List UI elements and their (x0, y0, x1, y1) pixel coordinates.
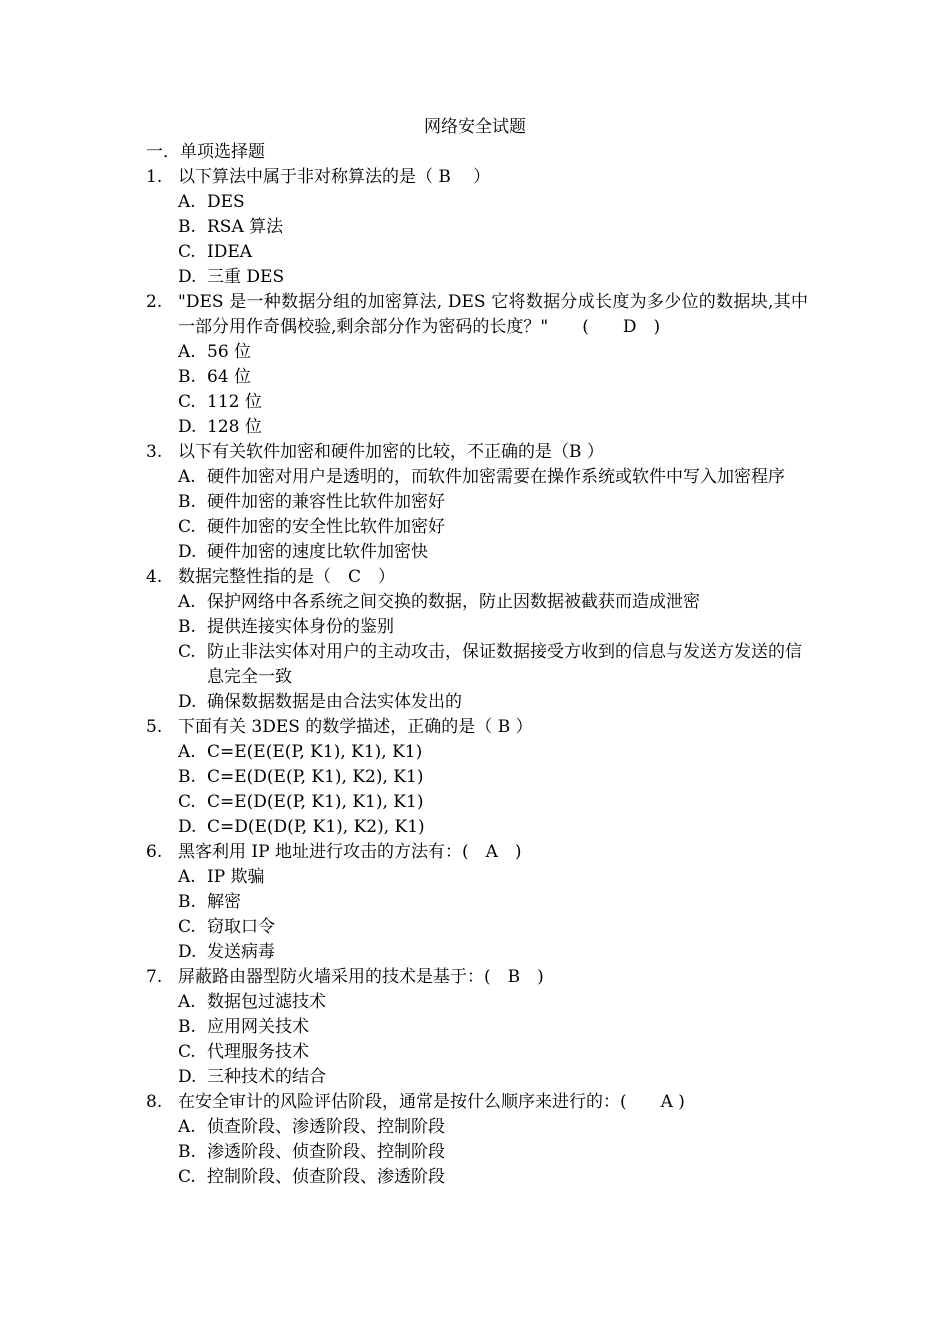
option-letter: C. (178, 517, 196, 537)
option-letter: C. (178, 1167, 196, 1187)
answer-option (0, 765, 950, 790)
option-letter: A. (178, 742, 196, 762)
option-text: 64 位 (207, 367, 252, 387)
question-text: 在安全审计的风险评估阶段，通常是按什么顺序来进行的：( A ) (178, 1092, 685, 1112)
answer-option (0, 890, 950, 915)
question-stem (0, 965, 950, 990)
option-text: 硬件加密的安全性比软件加密好 (207, 517, 445, 537)
answer-option (0, 615, 950, 640)
option-text: C=E(D(E(P, K1), K1), K1) (207, 792, 424, 812)
option-text: 128 位 (207, 417, 262, 437)
question-text: 下面有关 3DES 的数学描述，正确的是（ B ） (178, 717, 533, 737)
option-letter: D. (178, 267, 197, 287)
question-stem (0, 1090, 950, 1115)
option-text: C=E(E(E(P, K1), K1), K1) (207, 742, 423, 762)
option-text: C=D(E(D(P, K1), K2), K1) (207, 817, 425, 837)
question-text: 以下有关软件加密和硬件加密的比较，不正确的是（B ） (178, 442, 604, 462)
question-item (0, 565, 950, 715)
option-letter: A. (178, 342, 196, 362)
question-stem (0, 715, 950, 740)
option-letter: B. (178, 367, 196, 387)
answer-option (0, 915, 950, 940)
option-text: 发送病毒 (207, 942, 275, 962)
answer-option (0, 390, 950, 415)
answer-option (0, 790, 950, 815)
question-item (0, 1090, 950, 1190)
option-text: 代理服务技术 (207, 1042, 309, 1062)
answer-option (0, 1165, 950, 1190)
option-letter: A. (178, 467, 196, 487)
option-letter: C. (178, 242, 196, 262)
question-item (0, 165, 950, 290)
page-title: 网络安全试题 (424, 117, 526, 137)
question-list (0, 165, 950, 1190)
question-stem (0, 165, 950, 190)
answer-option (0, 990, 950, 1015)
option-letter: B. (178, 492, 196, 512)
option-letter: C. (178, 1042, 196, 1062)
option-letter: A. (178, 192, 196, 212)
option-letter: B. (178, 617, 196, 637)
question-text: 以下算法中属于非对称算法的是（ B ） (178, 167, 491, 187)
question-stem (0, 840, 950, 865)
question-item (0, 965, 950, 1090)
answer-option (0, 590, 950, 615)
option-letter: A. (178, 992, 196, 1012)
option-letter: D. (178, 417, 197, 437)
answer-option (0, 815, 950, 840)
option-text: 应用网关技术 (207, 1017, 309, 1037)
option-text: 硬件加密的兼容性比软件加密好 (207, 492, 445, 512)
option-letter: B. (178, 1142, 196, 1162)
option-letter: C. (178, 642, 196, 662)
option-letter: C. (178, 917, 196, 937)
option-letter: C. (178, 392, 196, 412)
answer-option (0, 340, 950, 365)
option-text: 112 位 (207, 392, 262, 412)
option-text: 56 位 (207, 342, 252, 362)
answer-option (0, 540, 950, 565)
option-letter: D. (178, 942, 197, 962)
option-text: 硬件加密对用户是透明的，而软件加密需要在操作系统或软件中写入加密程序 (207, 467, 785, 487)
answer-option (0, 940, 950, 965)
option-letter: C. (178, 792, 196, 812)
question-text: "DES 是一种数据分组的加密算法, DES 它将数据分成长度为多少位的数据块,其中一部分用作奇偶校验,剩余部分作为密码的长度？" ( D ) (178, 292, 808, 337)
answer-option (0, 865, 950, 890)
section-heading: 一．单项选择题 (146, 142, 265, 162)
question-number: 4. (146, 567, 163, 587)
question-item (0, 840, 950, 965)
option-text: 三种技术的结合 (207, 1067, 326, 1087)
question-text: 屏蔽路由器型防火墙采用的技术是基于：( B ) (178, 967, 544, 987)
option-letter: A. (178, 1117, 196, 1137)
answer-option (0, 640, 807, 690)
answer-option (0, 365, 950, 390)
option-text: 解密 (207, 892, 241, 912)
answer-option (0, 415, 950, 440)
option-letter: A. (178, 867, 196, 887)
question-number: 8. (146, 1092, 163, 1112)
option-letter: B. (178, 767, 196, 787)
option-text: 渗透阶段、侦查阶段、控制阶段 (207, 1142, 445, 1162)
question-number: 7. (146, 967, 163, 987)
answer-option (0, 190, 950, 215)
answer-option (0, 1040, 950, 1065)
answer-option (0, 690, 950, 715)
option-text: 侦查阶段、渗透阶段、控制阶段 (207, 1117, 445, 1137)
option-text: IP 欺骗 (207, 867, 265, 887)
option-text: IDEA (207, 242, 253, 262)
question-text: 黑客利用 IP 地址进行攻击的方法有：( A ) (178, 842, 522, 862)
answer-option (0, 1115, 950, 1140)
answer-option (0, 215, 950, 240)
option-text: C=E(D(E(P, K1), K2), K1) (207, 767, 424, 787)
question-item (0, 715, 950, 840)
option-letter: D. (178, 692, 197, 712)
option-text: 三重 DES (207, 267, 285, 287)
option-letter: D. (178, 1067, 197, 1087)
answer-option (0, 515, 950, 540)
option-letter: B. (178, 892, 196, 912)
question-item (0, 440, 950, 565)
question-text: 数据完整性指的是（ C ） (178, 567, 396, 587)
option-letter: B. (178, 1017, 196, 1037)
answer-option (0, 240, 950, 265)
option-text: 控制阶段、侦查阶段、渗透阶段 (207, 1167, 445, 1187)
option-text: 提供连接实体身份的鉴别 (207, 617, 394, 637)
question-number: 5. (146, 717, 163, 737)
option-text: DES (207, 192, 245, 212)
option-letter: B. (178, 217, 196, 237)
option-text: 防止非法实体对用户的主动攻击，保证数据接受方收到的信息与发送方发送的信息完全一致 (207, 642, 802, 687)
answer-option (0, 740, 950, 765)
option-text: 硬件加密的速度比软件加密快 (207, 542, 428, 562)
option-letter: A. (178, 592, 196, 612)
answer-option (0, 465, 807, 490)
question-stem (0, 565, 950, 590)
question-item (0, 290, 950, 440)
question-stem (0, 290, 950, 340)
option-text: 确保数据数据是由合法实体发出的 (207, 692, 462, 712)
answer-option (0, 490, 950, 515)
answer-option (0, 265, 950, 290)
option-text: 保护网络中各系统之间交换的数据，防止因数据被截获而造成泄密 (207, 592, 700, 612)
option-letter: D. (178, 817, 197, 837)
question-number: 6. (146, 842, 163, 862)
question-number: 3. (146, 442, 163, 462)
answer-option (0, 1015, 950, 1040)
answer-option (0, 1065, 950, 1090)
question-number: 2. (146, 292, 163, 312)
question-stem (0, 440, 950, 465)
option-text: 窃取口令 (207, 917, 275, 937)
option-text: RSA 算法 (207, 217, 284, 237)
option-letter: D. (178, 542, 197, 562)
answer-option (0, 1140, 950, 1165)
option-text: 数据包过滤技术 (207, 992, 326, 1012)
question-number: 1. (146, 167, 163, 187)
